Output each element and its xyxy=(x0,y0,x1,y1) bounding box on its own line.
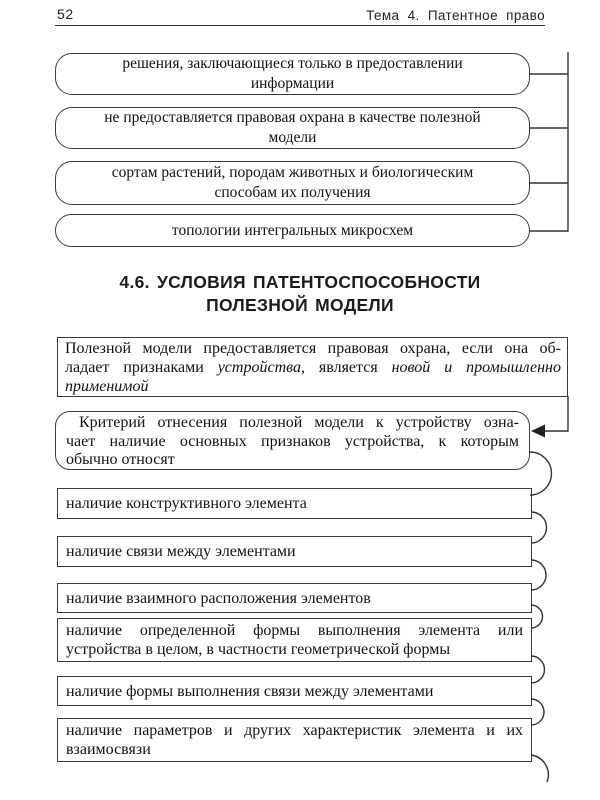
definition-term-applicable: применимой xyxy=(65,378,149,395)
header-rule xyxy=(55,25,545,26)
feature-box-structural-element xyxy=(57,488,532,519)
definition-term-new-industrial: новой и промышленно xyxy=(391,359,561,376)
feature-text: наличие взаимного расположения элементов xyxy=(66,589,371,607)
section-heading-line2: ПОЛЕЗНОЙ МОДЕЛИ xyxy=(206,295,394,315)
definition-line3 xyxy=(65,377,561,396)
feature-box-parameters xyxy=(57,718,532,762)
top-box-information-solutions xyxy=(55,53,530,95)
feature-text: наличие формы выполнения связи между элементами xyxy=(66,682,434,700)
feature-box-element-links xyxy=(57,536,532,567)
top-box-integrated-circuits xyxy=(55,214,530,247)
top-box-no-legal-protection xyxy=(55,107,530,149)
scallop-arc-6 xyxy=(531,699,544,725)
feature-text-line2: устройства в целом, в частности геометрической формы xyxy=(66,641,451,658)
scallop-arc-continuation xyxy=(531,755,548,782)
running-header-title: Тема 4. Патентное право xyxy=(366,8,545,23)
box-text-line: информации xyxy=(250,75,335,92)
definition-line2 xyxy=(65,358,561,377)
box-text-line: способам их получения xyxy=(214,184,371,201)
scallop-arc-5 xyxy=(531,656,545,683)
arrowhead-left-icon xyxy=(531,425,545,438)
section-heading xyxy=(0,271,600,317)
box-text-line: решения, заключающиеся только в предоставлении xyxy=(122,55,463,72)
feature-box-link-form xyxy=(57,676,532,706)
feature-text: наличие конструктивного элемента xyxy=(66,495,307,512)
box-text-line: модели xyxy=(268,129,317,146)
definition-term-device: устройства xyxy=(217,359,301,376)
scallop-arc-3 xyxy=(531,560,546,590)
definition-line1: Полезной модели предоставляется правовая охрана, если она об- xyxy=(65,340,561,357)
scallop-arc-2 xyxy=(531,512,547,543)
box-text-line: не предоставляется правовая охрана в качестве полезной xyxy=(104,109,481,126)
definition-to-criterion-line xyxy=(536,396,568,431)
definition-box xyxy=(57,337,568,397)
feature-box-specific-form xyxy=(57,618,532,662)
feature-text-line2: взаимосвязи xyxy=(66,741,151,758)
criterion-line3: обычно относят xyxy=(66,451,175,468)
box-text-line: сортам растений, породам животных и биологическим xyxy=(111,164,474,181)
feature-text: наличие связи между элементами xyxy=(66,543,296,560)
scallop-arc-4 xyxy=(531,605,543,628)
feature-box-mutual-arrangement xyxy=(57,583,532,613)
criterion-line1: Критерий отнесения полезной модели к устройству озна- xyxy=(79,414,519,431)
criterion-box xyxy=(55,411,530,470)
section-heading-line1: 4.6. УСЛОВИЯ ПАТЕНТОСПОСОБНОСТИ xyxy=(119,272,481,292)
scallop-arc-1 xyxy=(530,452,552,495)
feature-text-line1: наличие параметров и других характеристик элемента и их xyxy=(66,722,523,739)
top-box-plant-varieties xyxy=(55,161,530,205)
definition-line2-plain: ладает признаками xyxy=(65,359,218,376)
feature-text-line1: наличие определенной формы выполнения элемента или xyxy=(66,622,523,639)
box-text-line: топологии интегральных микросхем xyxy=(171,221,414,239)
page-number: 52 xyxy=(57,6,74,22)
definition-line2-mid: , является xyxy=(300,359,392,376)
criterion-line2: чает наличие основных признаков устройства, к которым xyxy=(66,432,519,450)
